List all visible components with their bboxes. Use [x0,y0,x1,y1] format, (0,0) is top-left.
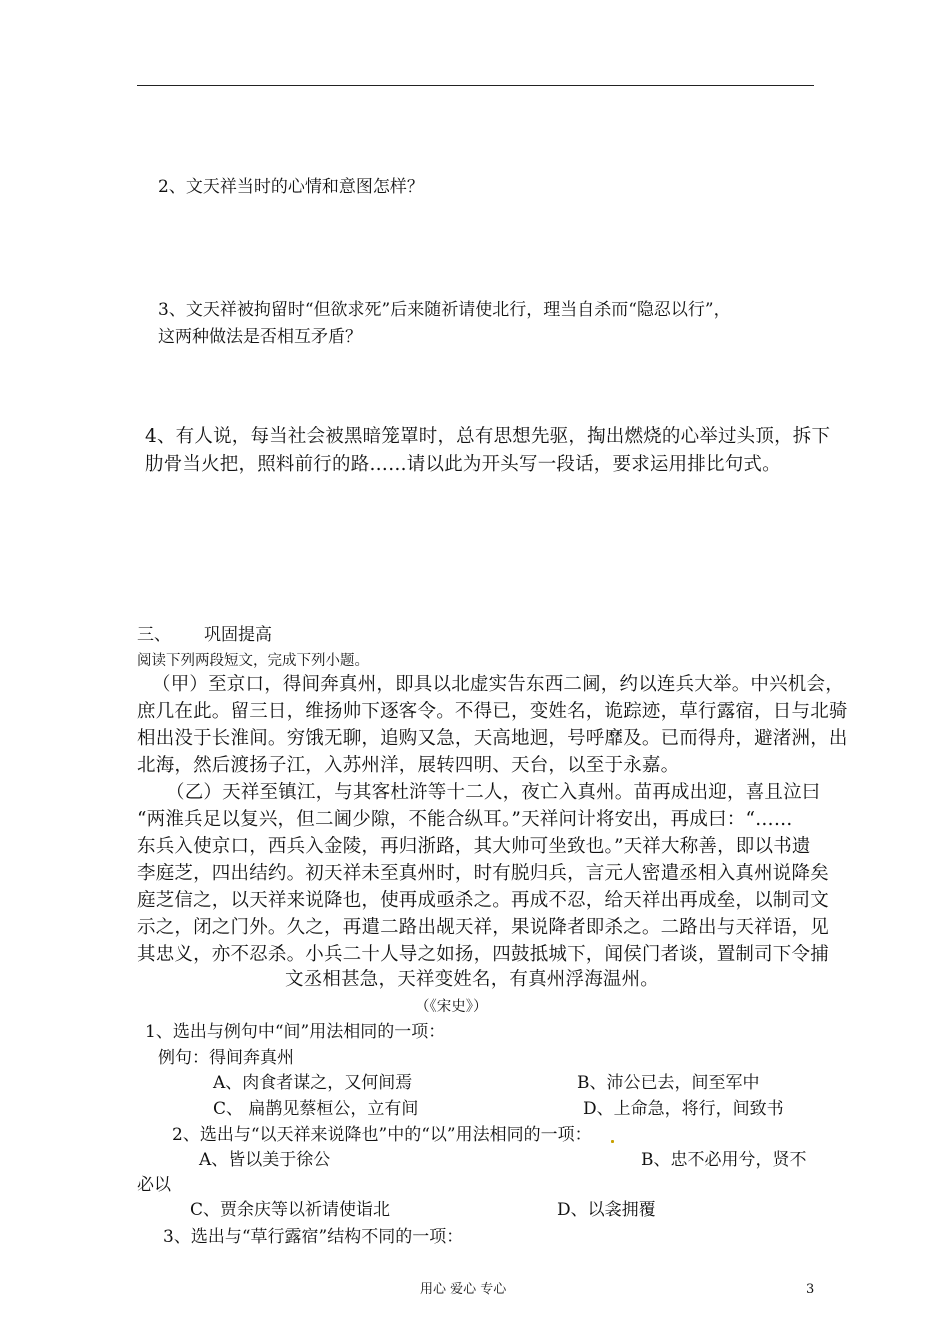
page-number: 3 [806,1282,815,1297]
mc-question-1-example: 例句：得间奔真州 [158,1048,294,1068]
passage-yi-line: 其忠义，亦不忍杀。小兵二十人导之如扬，四鼓抵城下，闻侯门者谈，置制司下令捕 [137,944,829,965]
mc-question-2-option-c: C、贾余庆等以祈请使诣北 [190,1200,391,1220]
question-4-line-2: 肋骨当火把，照料前行的路……请以此为开头写一段话，要求运用排比句式。 [145,454,781,475]
mc-question-1-option-b: B、沛公已去，间至军中 [577,1073,760,1093]
passage-yi-line: 东兵入使京口，西兵入金陵，再归浙路，其大帅可坐致也。”天祥大称善，即以书遗 [137,836,811,857]
section-number: 三、 [137,625,171,645]
mc-question-1-stem: 1、选出与例句中“间”用法相同的一项： [145,1022,446,1042]
mc-question-3-stem: 3、选出与“草行露宿”结构不同的一项： [163,1227,464,1247]
passage-yi-line: 示之，闭之门外。久之，再遣二路出觇天祥，果说降者即杀之。二路出与天祥语，见 [137,917,829,938]
mc-question-2-option-b: B、忠不必用兮，贤不 [641,1150,807,1170]
passage-jia-line: （甲）至京口，得间奔真州，即具以北虚实告东西二阃，约以连兵大举。中兴机会， [152,674,844,695]
footer-slogan: 用心 爱心 专心 [420,1282,507,1297]
mc-question-1-option-a: A、肉食者谋之，又何间焉 [213,1073,413,1093]
passage-jia-line: 庶几在此。留三日，维扬帅下逐客令。不得已，变姓名，诡踪迹，草行露宿，日与北骑 [137,701,848,722]
header-rule [137,85,814,86]
mc-question-2-stem: 2、选出与“以天祥来说降也”中的“以”用法相同的一项： [172,1125,592,1145]
section-instruction: 阅读下列两段短文，完成下列小题。 [137,653,369,669]
mc-question-2-option-b-wrap: 必以 [137,1175,171,1195]
stray-mark [611,1140,614,1143]
passage-yi-line: 文丞相甚急，天祥变姓名，有真州浮海温州。 [285,969,660,990]
passage-yi-line: （乙）天祥至镇江，与其客杜浒等十二人，夜亡入真州。苗再成出迎，喜且泣曰 [166,782,821,803]
mc-question-2-option-a: A、皆以美于徐公 [199,1150,331,1170]
mc-question-1-option-c: C、 扁鹊见蔡桓公，立有间 [213,1099,419,1119]
question-3-line-2: 这两种做法是否相互矛盾？ [158,327,362,347]
mc-question-1-option-d: D、上命急，将行，间致书 [583,1099,784,1119]
passage-jia-line: 北海，然后渡扬子江，入苏州洋，展转四明、天台，以至于永嘉。 [137,755,680,776]
mc-question-2-option-d: D、以衾拥覆 [557,1200,656,1220]
question-2: 2、文天祥当时的心情和意图怎样？ [158,177,424,197]
passage-jia-line: 相出没于长淮间。穷饿无聊，追购又急，天高地迥，号呼靡及。已而得舟，避渚洲，出 [137,728,848,749]
question-3-line-1: 3、文天祥被拘留时“但欲求死”后来随祈请使北行，理当自杀而“隐忍以行”， [158,300,731,320]
passage-yi-line: 庭芝信之，以天祥来说降也，使再成亟杀之。再成不忍，给天祥出再成垒，以制司文 [137,890,829,911]
passage-yi-line: “两淮兵足以复兴，但二阃少隙，不能合纵耳。”天祥问计将安出，再成曰：“…… [137,809,793,830]
section-title: 巩固提高 [204,625,272,645]
passage-yi-line: 李庭芝，四出结约。初天祥未至真州时，时有脱归兵，言元人密遣丞相入真州说降矣 [137,863,829,884]
question-4-line-1: 4、有人说，每当社会被黑暗笼罩时，总有思想先驱，掏出燃烧的心举过头顶，拆下 [145,426,831,447]
passage-source: （《宋史》） [415,999,488,1015]
